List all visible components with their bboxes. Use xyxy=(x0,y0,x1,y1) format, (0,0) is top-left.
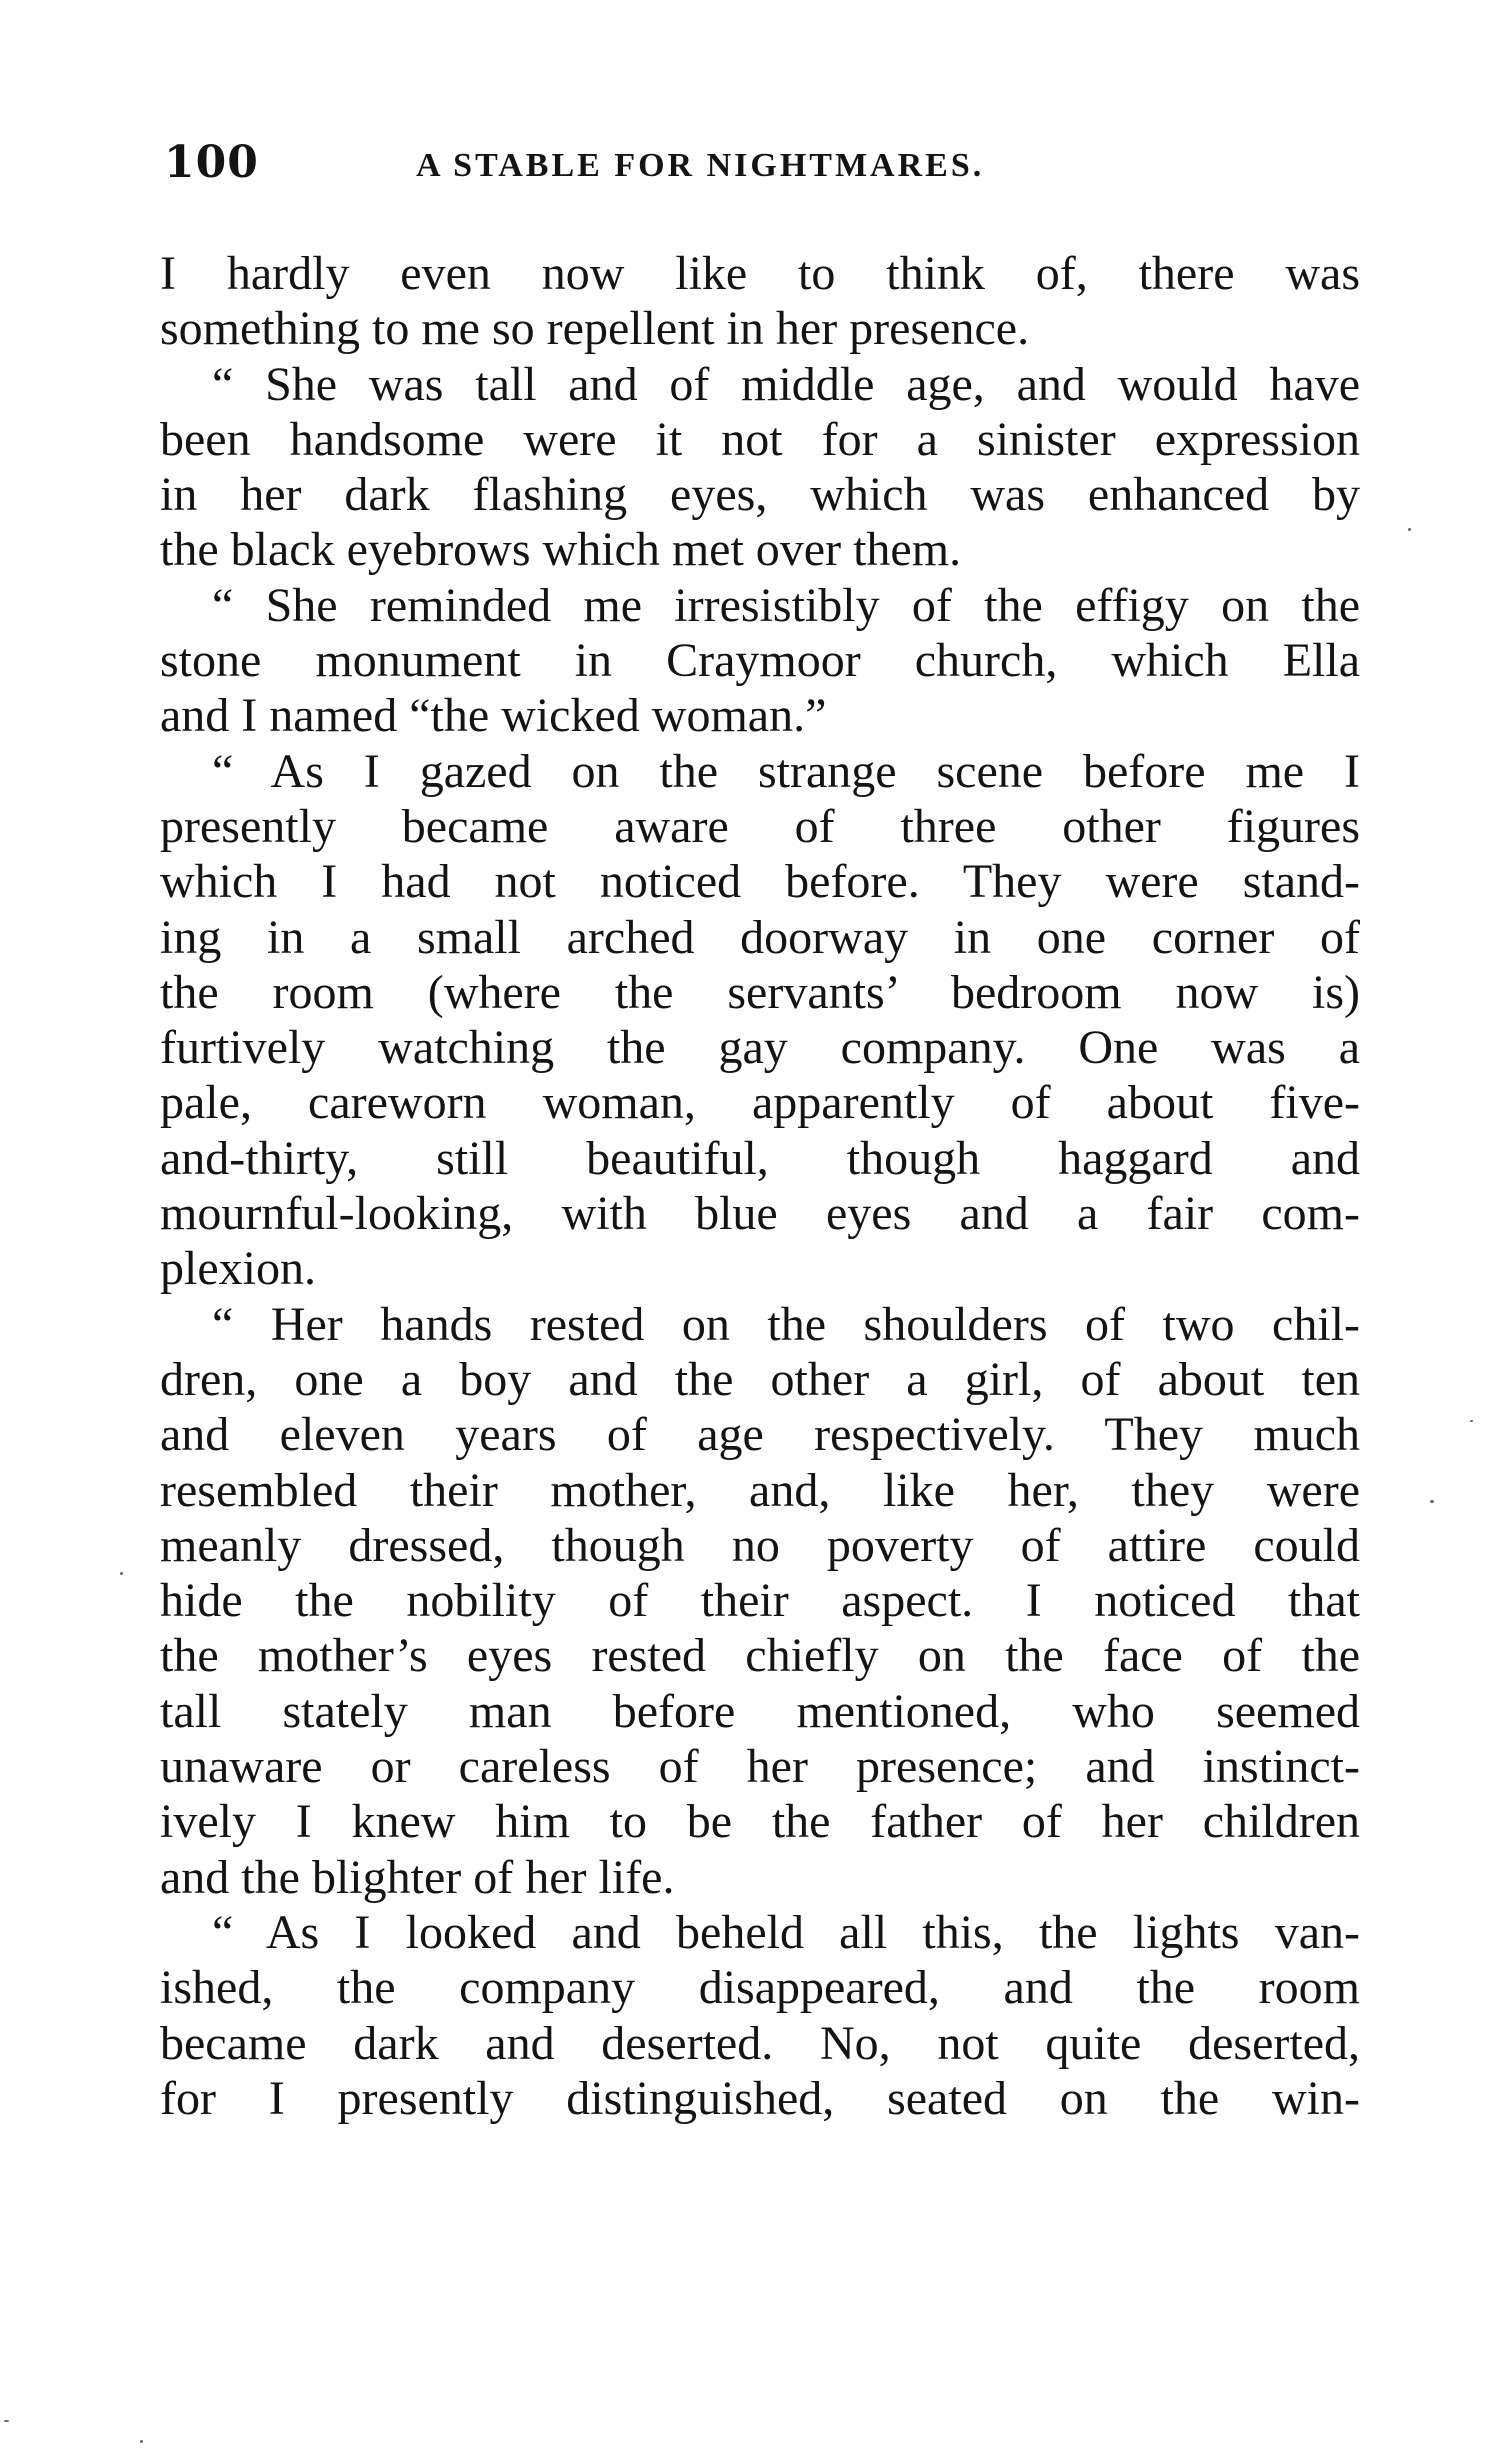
text-line: and the blighter of her life. xyxy=(160,1850,675,1904)
paragraph-first-line: “ As I looked and beheld all this, the lights van- xyxy=(212,1905,1360,1959)
paragraph-first-line: “ She reminded me irresistibly of the effigy on the xyxy=(212,578,1360,632)
text-line: plexion. xyxy=(160,1242,316,1296)
text-line: presently became aware of three other figures xyxy=(160,799,1360,853)
scan-speck xyxy=(4,2420,9,2422)
text-line: for I presently distinguished, seated on the win- xyxy=(160,2071,1360,2125)
scan-speck xyxy=(120,1572,123,1575)
text-line: and-thirty, still beautiful, though haggard and xyxy=(160,1131,1360,1185)
paragraph-first-line: “ She was tall and of middle age, and would have xyxy=(212,357,1360,411)
scan-speck xyxy=(1408,528,1411,531)
text-line: been handsome were it not for a sinister expression xyxy=(160,412,1360,466)
text-line: in her dark flashing eyes, which was enhanced by xyxy=(160,468,1360,522)
text-line: dren, one a boy and the other a girl, of about ten xyxy=(160,1352,1360,1406)
text-line: tall stately man before mentioned, who seemed xyxy=(160,1684,1360,1738)
text-line: ing in a small arched doorway in one corner of xyxy=(160,910,1360,964)
text-line: furtively watching the gay company. One was a xyxy=(160,1021,1360,1075)
scan-speck xyxy=(140,2440,143,2443)
text-line: the mother’s eyes rested chiefly on the face of the xyxy=(160,1629,1360,1683)
text-line: and I named “the wicked woman.” xyxy=(160,689,827,743)
text-line: pale, careworn woman, apparently of about five- xyxy=(160,1076,1360,1130)
text-line: resembled their mother, and, like her, they were xyxy=(160,1463,1360,1517)
text-line: which I had not noticed before. They were stand- xyxy=(160,855,1360,909)
running-title: A STABLE FOR NIGHTMARES. xyxy=(416,147,985,184)
text-line: ished, the company disappeared, and the room xyxy=(160,1961,1360,2015)
text-line: unaware or careless of her presence; and instinct- xyxy=(160,1740,1360,1794)
text-line: ively I knew him to be the father of her children xyxy=(160,1795,1360,1849)
paragraph-first-line: “ Her hands rested on the shoulders of two chil- xyxy=(212,1297,1360,1351)
text-line: the room (where the servants’ bedroom now is) xyxy=(160,965,1360,1019)
body-text xyxy=(160,246,1360,2126)
text-line: meanly dressed, though no poverty of attire could xyxy=(160,1518,1360,1572)
text-line: and eleven years of age respectively. They much xyxy=(160,1408,1360,1462)
scan-speck xyxy=(1430,1500,1434,1503)
text-line: mournful-looking, with blue eyes and a fair com- xyxy=(160,1187,1360,1241)
page-header xyxy=(164,128,1359,198)
paragraph-first-line: “ As I gazed on the strange scene before me I xyxy=(212,744,1360,798)
scan-speck xyxy=(1470,1420,1473,1422)
text-line: the black eyebrows which met over them. xyxy=(160,523,962,577)
text-line: became dark and deserted. No, not quite deserted, xyxy=(160,2016,1360,2070)
text-line: something to me so repellent in her presence. xyxy=(160,302,1030,356)
text-line: I hardly even now like to think of, there was xyxy=(160,247,1360,300)
text-line: hide the nobility of their aspect. I noticed that xyxy=(160,1574,1360,1628)
text-line: stone monument in Craymoor church, which Ella xyxy=(160,634,1360,688)
page-number: 100 xyxy=(164,137,259,188)
